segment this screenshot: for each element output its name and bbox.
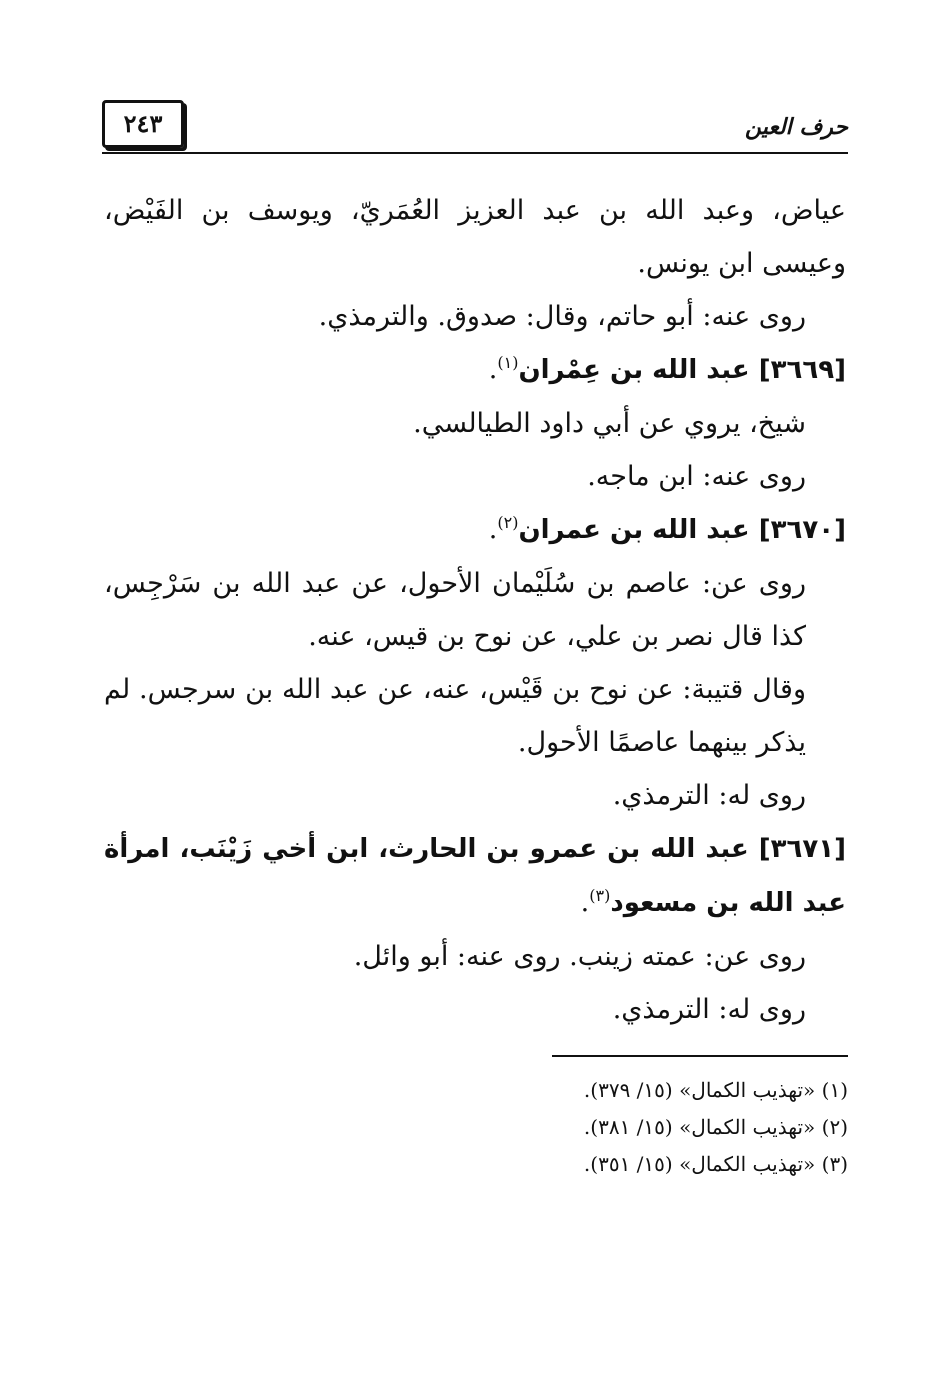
entry-heading-3669 <box>104 343 846 397</box>
page-header <box>102 100 848 152</box>
period: . <box>488 514 498 545</box>
footnote-rule <box>552 1055 848 1057</box>
paragraph: روى له: الترمذي. <box>612 780 806 811</box>
entry-title: [٣٦٧٠] عبد الله بن عمران <box>518 515 846 545</box>
entry-heading-3670 <box>104 503 846 557</box>
paragraph: روى عنه: أبو حاتم، وقال: صدوق. والترمذي. <box>318 301 806 332</box>
paragraph: روى عن: عاصم بن سُلَيْمان الأحول، عن عبد الله بن سَرْجِس، كذا قال نصر بن علي، عن نوح بن قيس، عنه. <box>104 568 806 652</box>
entry-title: [٣٦٦٩] عبد الله بن عِمْران <box>518 355 846 385</box>
paragraph: عياض، وعبد الله بن عبد العزيز العُمَريّ، ويوسف بن الفَيْض، وعيسى ابن يونس. <box>104 195 846 279</box>
footnote: (٣) «تهذيب الكمال» (١٥/ ٣٥١). <box>583 1152 848 1176</box>
period: . <box>488 354 498 385</box>
footnotes <box>400 1072 848 1183</box>
entry-heading-3671 <box>104 822 846 930</box>
footnote-ref: (٢) <box>497 513 519 532</box>
period: . <box>580 887 590 918</box>
page-number: ٢٤٣ <box>102 100 184 148</box>
footnote-ref: (٣) <box>589 886 611 905</box>
footnote: (١) «تهذيب الكمال» (١٥/ ٣٧٩). <box>583 1078 848 1102</box>
paragraph: وقال قتيبة: عن نوح بن قَيْس، عنه، عن عبد الله بن سرجس. لم يذكر بينهما عاصمًا الأحول. <box>104 674 806 758</box>
main-text <box>104 184 846 1036</box>
footnote-ref: (١) <box>497 353 519 372</box>
header-rule <box>102 152 848 154</box>
paragraph: روى عنه: ابن ماجه. <box>587 461 806 492</box>
paragraph: روى عن: عمته زينب. روى عنه: أبو وائل. <box>353 941 806 972</box>
paragraph: شيخ، يروي عن أبي داود الطيالسي. <box>413 408 806 439</box>
entry-title: [٣٦٧١] عبد الله بن عمرو بن الحارث، ابن أخي زَيْنَب، امرأة عبد الله بن مسعود <box>104 834 846 918</box>
footnote: (٢) «تهذيب الكمال» (١٥/ ٣٨١). <box>583 1115 848 1139</box>
running-head: حرف العين <box>744 114 848 140</box>
paragraph: روى له: الترمذي. <box>612 994 806 1025</box>
